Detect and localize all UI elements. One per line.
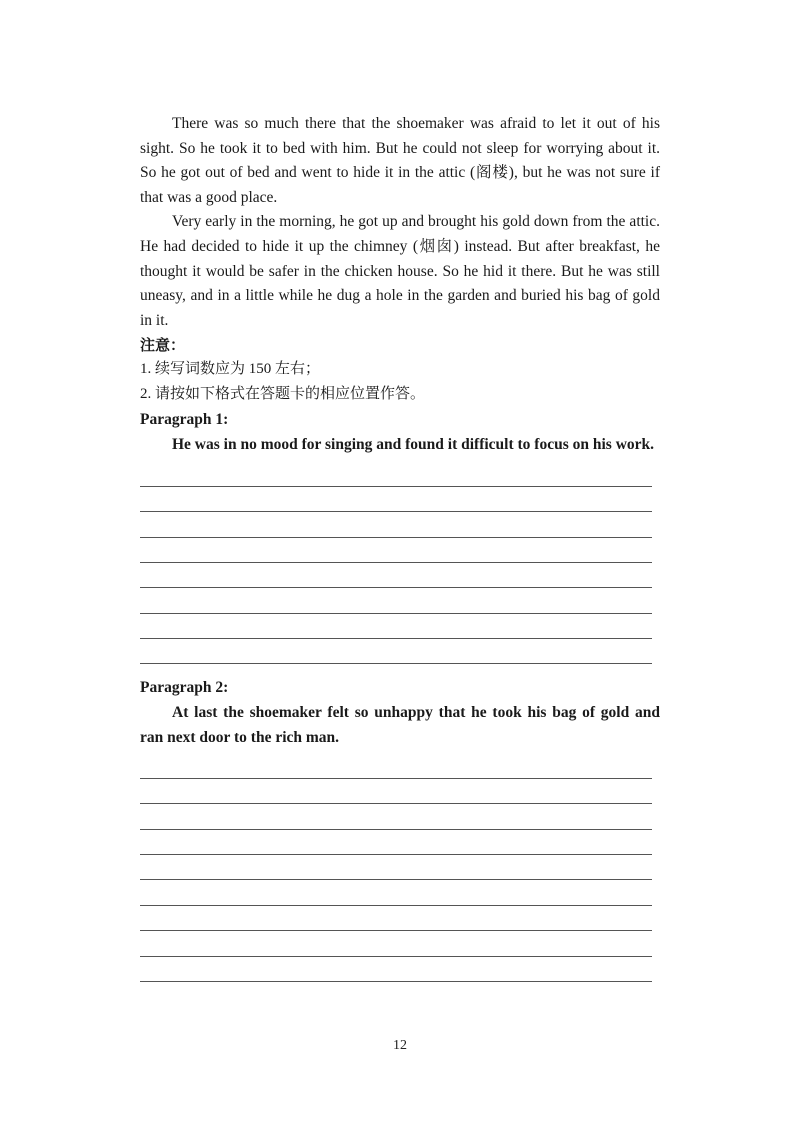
note-item-1: 1. 续写词数应为 150 左右； — [140, 361, 321, 378]
writing-line[interactable] — [140, 461, 652, 486]
passage-paragraph-1: There was so much there that the shoemaker was afraid to let it out of his sight. So he took it to bed with him. But he could not sleep for worrying about it. So he got out of bed and went to hide it in the attic (阁楼), but he was not sure if that was a good place. — [140, 115, 660, 206]
writing-line[interactable] — [140, 487, 652, 512]
writing-line[interactable] — [140, 512, 652, 537]
paragraph-2-prompt: At last the shoemaker felt so unhappy that he took his bag of gold and ran next door to the rich man. — [140, 704, 660, 747]
paragraph-2-heading: Paragraph 2: — [140, 679, 229, 697]
writing-line[interactable] — [140, 855, 652, 880]
writing-line[interactable] — [140, 538, 652, 563]
page-number: 12 — [393, 1038, 407, 1053]
paragraph-1-prompt: He was in no mood for singing and found it difficult to focus on his work. — [172, 436, 655, 454]
note-item-2: 2. 请按如下格式在答题卡的相应位置作答。 — [140, 385, 426, 402]
writing-line[interactable] — [140, 830, 652, 855]
writing-line[interactable] — [140, 880, 652, 905]
writing-line[interactable] — [140, 614, 652, 639]
writing-line[interactable] — [140, 779, 652, 804]
notes-title: 注意： — [140, 338, 186, 355]
section-gap — [140, 664, 660, 674]
writing-line[interactable] — [140, 906, 652, 931]
paragraph-1-heading: Paragraph 1: — [140, 411, 229, 429]
paragraph-1-writing-area[interactable] — [140, 461, 652, 664]
writing-line[interactable] — [140, 639, 652, 664]
exam-page — [140, 112, 660, 982]
passage-paragraph-2: Very early in the morning, he got up and brought his gold down from the attic. He had decided to hide it up the chimney (烟囱) instead. But after breakfast, he thought it would be safer in the chicken house. So he hid it there. But he was still uneasy, and in a little while he dug a hole in the garden and buried his bag of gold in it. — [140, 213, 660, 329]
writing-line[interactable] — [140, 804, 652, 829]
writing-line[interactable] — [140, 588, 652, 613]
paragraph-2-writing-area[interactable] — [140, 753, 652, 982]
writing-line[interactable] — [140, 753, 652, 778]
writing-line[interactable] — [140, 957, 652, 982]
writing-line[interactable] — [140, 931, 652, 956]
writing-line[interactable] — [140, 563, 652, 588]
